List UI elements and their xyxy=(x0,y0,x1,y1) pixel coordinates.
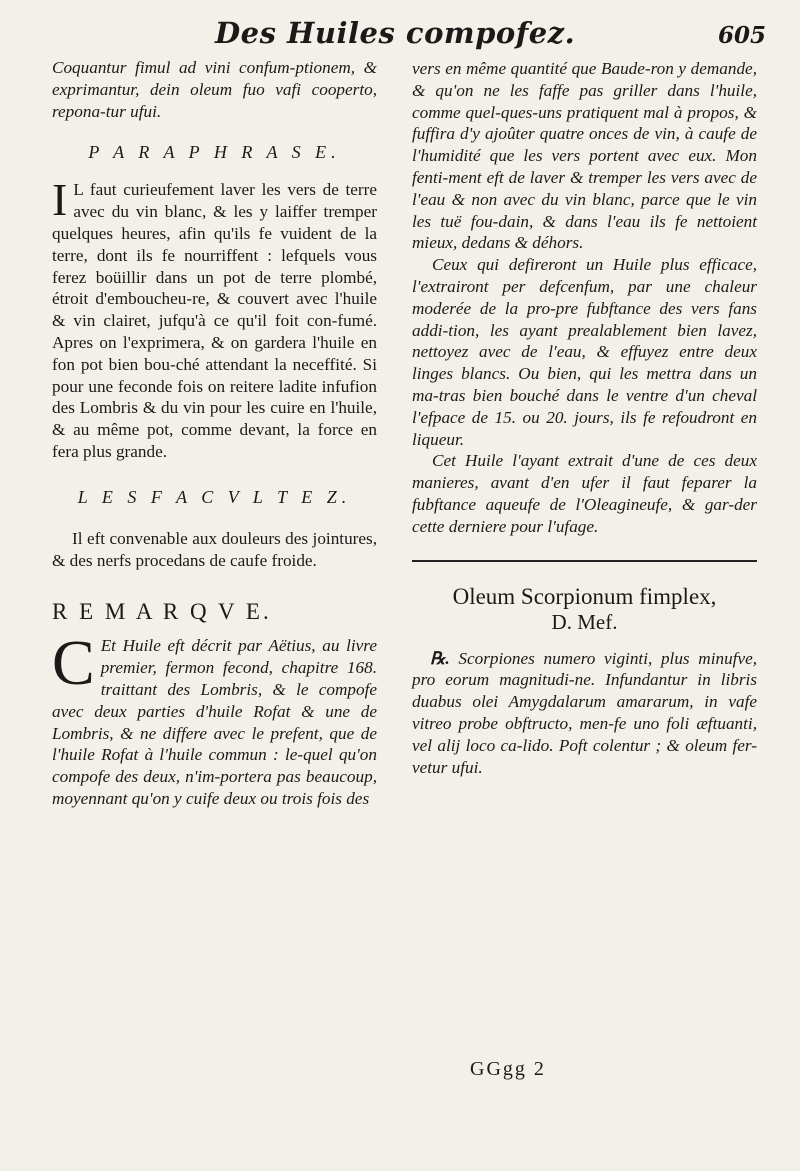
signature-mark: GGgg 2 xyxy=(470,1058,546,1080)
subheading-mef: D. Mef. xyxy=(551,609,618,634)
drop-cap-c: C xyxy=(52,627,95,699)
remarque-paragraph xyxy=(52,627,377,809)
heading-facultez: L E S F A C V L T E Z. xyxy=(77,486,352,507)
intro-text: Coquantur fimul ad vini confum-ptionem, & exprimantur, dein oleum fuo vafi cooperto, repona-tur ufui. xyxy=(52,58,377,121)
running-title: Des Huiles compofez. xyxy=(215,16,576,50)
remarque-text: Et Huile eft décrit par Aëtius, au livre premier, fermon fecond, chapitre 168. traittant des Lombris, & le compofe avec deux parties d'huile Rofat & une de Lombris, & ne differe avec le prefent, que de l'huile Rofat à l'huile commun : le-quel qu'on compofe des deux, n'im-portera pas beaucoup, moyennant qu'on y cuife deux ou trois fois des xyxy=(52,636,377,808)
right-text-efficace: Ceux qui defireront un Huile plus efficace, l'extrairont per defcenfum, par une chaleur moderée de la pro-pre fubftance des vers fans addi-tion, les ayant prealablement bien lavez, nettoyez avec de l'eau, & effuyez entre deux linges blancs. Ou bien, qui les mettra dans un ma-tras bien bouché dans le ventre d'un cheval l'efpace de 15. ou 20. jours, ils fe refoudront en liqueur. xyxy=(412,255,757,449)
recipe-paragraph xyxy=(412,648,757,779)
heading-paraphrase: P A R A P H R A S E. xyxy=(88,142,341,163)
facultez-text: Il eft convenable aux douleurs des jointures, & des nerfs procedans de caufe froide. xyxy=(52,528,377,570)
recipe-symbol: ℞. xyxy=(430,648,450,668)
recipe-text: Scorpiones numero viginti, plus minufve, pro eorum magnitudi-ne. Infundantur in libris duabus olei Amygdalarum amararum, in vafe vitreo probe obftructo, men-fe uno foli æftuanti, vel alij loco ca-lido. Poft colentur ; & oleum fer-vetur ufui. xyxy=(412,648,758,777)
heading-remarque: R E M A R Q V E. xyxy=(52,599,272,625)
paraphrase-paragraph xyxy=(52,174,377,462)
drop-cap-i: I xyxy=(52,174,68,226)
left-column xyxy=(52,58,377,810)
running-head xyxy=(0,14,800,54)
section-rule xyxy=(412,560,757,562)
right-column xyxy=(412,58,757,778)
paraphrase-text: L faut curieufement laver les vers de terre avec du vin blanc, & les y laiffer tremper quelques heures, afin qu'ils fe vuident de la terre, dont ils fe nourriffent : lefquels vous ferez boüillir dans un pot de terre plombé, étroit d'emboucheu-re, & couvert avec l'huile & vin clairet, jufqu'à ce qu'il foit con-fumé. Apres on l'exprimera, & on gardera l'huile en fon pot bien bou-ché attendant la neceffité. Si pour une feconde fois on reitere ladite infufion des Lombris & du vin pour les cuire en l'huile, & au même pot, comme devant, la force en fera plus grande. xyxy=(52,180,377,461)
page-number: 605 xyxy=(718,22,767,49)
heading-oleum-scorpionum: Oleum Scorpionum fimplex, xyxy=(452,583,717,609)
right-text-continued: vers en même quantité que Baude-ron y demande, & qu'on ne les faffe pas griller dans l'huile, comme quel-ques-uns pratiquent mal à propos, & fuffira d'y ajoûter quatre onces de vin, à caufe de l'humidité que les vers portent avec eux. Mon fenti-ment eft de laver & tremper les vers avec de l'eau & non avec du vin blanc, parce que le vin les tuë fou-dain, & dans l'eau ils fe nettoient mieux, dedans & déhors. xyxy=(412,59,757,253)
right-text-separer: Cet Huile l'ayant extrait d'une de ces deux manieres, avant d'en ufer il faut feparer la fubftance aqueufe de l'Oleagineufe, & gar-der cette derniere pour l'ufage. xyxy=(412,451,757,536)
